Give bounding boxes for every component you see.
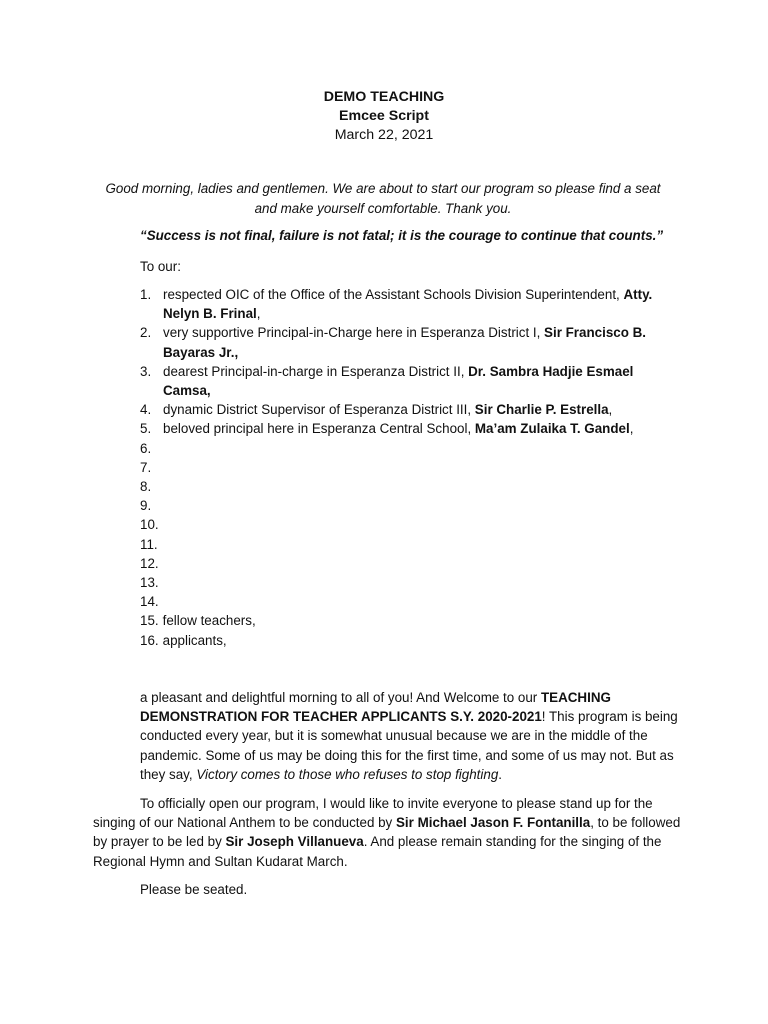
list-item-end: , [608, 402, 613, 418]
list-item-name: Sir Francisco B. Bayaras Jr., [163, 325, 647, 360]
list-item [140, 400, 680, 419]
list-number: 15. [140, 613, 159, 629]
list-item-text: dearest Principal-in-charge in Esperanza District II, [163, 363, 469, 379]
list-number: 14. [140, 594, 159, 610]
list-number: 6. [140, 440, 152, 456]
list-item [140, 573, 680, 592]
list-item-name: Atty. Nelyn B. Frinal [163, 287, 653, 322]
welcome-paragraph [140, 688, 680, 784]
prayer-leader-name: Sir Joseph Villanueva [225, 834, 364, 850]
list-number: 10. [140, 517, 159, 533]
list-number: 12. [140, 555, 159, 571]
list-item [140, 439, 680, 458]
opening-paragraph [93, 794, 683, 871]
paragraph-text: To officially open our program, I would like to invite everyone to please stand up for the singing of our National Anthem to be conducted by [93, 796, 653, 831]
attendee-list [140, 285, 680, 650]
list-text [163, 285, 680, 323]
list-item-end: , [629, 421, 634, 437]
list-item-name: Sir Charlie P. Estrella [474, 402, 609, 418]
list-number: 11. [140, 536, 158, 552]
closing-text: Please be seated. [140, 882, 248, 897]
list-item [140, 496, 680, 515]
document-header [0, 88, 768, 145]
list-number: 9. [140, 498, 152, 514]
paragraph-text: a pleasant and delightful morning to all of you! And Welcome to our [140, 690, 541, 705]
list-text [163, 400, 680, 419]
anthem-conductor-name: Sir Michael Jason F. Fontanilla [395, 815, 591, 831]
list-item [140, 419, 680, 438]
to-our-label: To our: [140, 259, 181, 274]
document-date: March 22, 2021 [334, 127, 434, 143]
list-item-end: , [256, 306, 261, 322]
list-number: 13. [140, 575, 159, 591]
list-number: 4. [140, 402, 152, 418]
list-number: 2. [140, 325, 152, 341]
list-item-text: very supportive Principal-in-Charge here in Esperanza District I, [163, 325, 545, 341]
paragraph-text: . [498, 766, 503, 782]
motto-text: Victory comes to those who refuses to stop fighting [196, 766, 499, 782]
list-item [140, 458, 680, 477]
list-number: 16. [140, 632, 159, 648]
list-item [140, 285, 680, 323]
list-text [163, 419, 680, 438]
list-number: 8. [140, 479, 152, 495]
list-item [140, 515, 680, 534]
list-item [140, 323, 680, 361]
list-text [163, 362, 680, 400]
list-item-name: Ma’am Zulaika T. Gandel [474, 421, 630, 437]
list-item [140, 592, 680, 611]
list-item-text: fellow teachers, [162, 613, 256, 629]
list-number: 3. [140, 363, 152, 379]
list-item [140, 477, 680, 496]
list-number: 1. [140, 287, 152, 302]
list-item-name: Dr. Sambra Hadjie Esmael Camsa, [163, 363, 634, 399]
program-title: TEACHING DEMONSTRATION FOR TEACHER APPLICANTS S.Y. 2020-2021 [140, 690, 611, 725]
greeting-text: Good morning, ladies and gentlemen. We are about to start our program so please find a seat and make yourself comfortable. Thank you. [105, 181, 661, 216]
paragraph-text: . And please remain standing for the singing of the Regional Hymn and Sultan Kudarat March. [93, 834, 662, 869]
list-item [140, 554, 680, 573]
list-item-text: dynamic District Supervisor of Esperanza District III, [163, 402, 475, 418]
document-title: DEMO TEACHING [323, 89, 445, 105]
paragraph-text: ! This program is being conducted every year, but it is somewhat unusual because we are in the middle of the pandemic. Some of us may be doing this for the first time, and some of us may not. But as they say, [140, 709, 678, 782]
list-item-text: beloved principal here in Esperanza Central School, [163, 421, 475, 437]
list-item [140, 362, 680, 400]
list-item [140, 611, 680, 630]
list-item [140, 535, 680, 554]
document-subtitle: Emcee Script [339, 108, 429, 124]
list-item [140, 631, 680, 650]
quote-text: “Success is not final, failure is not fatal; it is the courage to continue that counts.” [140, 228, 664, 243]
list-item-text: applicants, [162, 632, 227, 648]
list-number: 5. [140, 421, 152, 437]
list-item-text: respected OIC of the Office of the Assistant Schools Division Superintendent, [163, 287, 620, 302]
list-number: 7. [140, 459, 152, 475]
paragraph-text: , to be followed by prayer to be led by [93, 815, 681, 850]
list-text [163, 323, 680, 361]
